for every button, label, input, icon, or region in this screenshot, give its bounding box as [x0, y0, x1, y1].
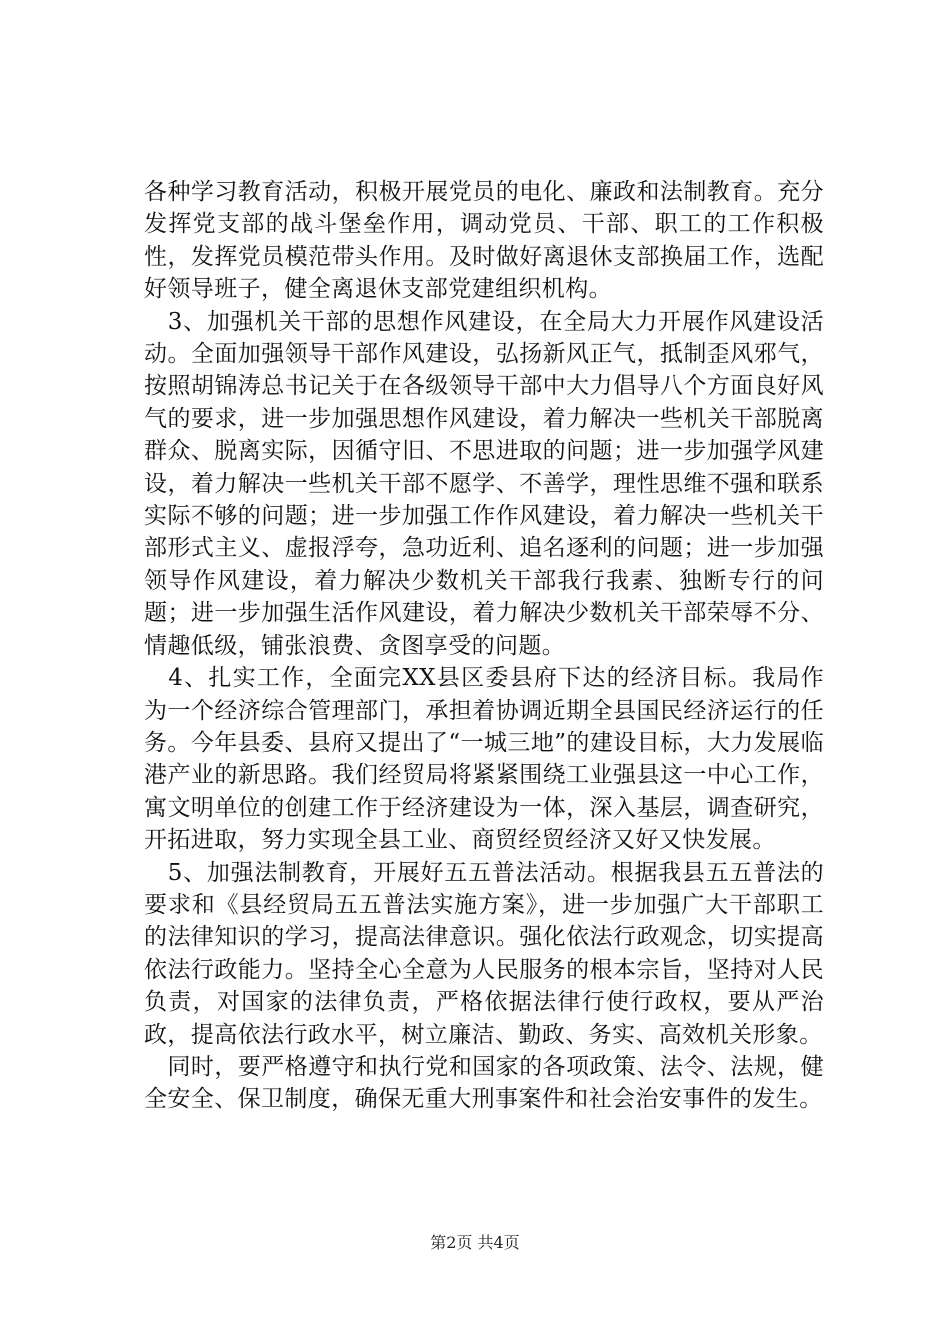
- paragraph-work-style: 3、加强机关干部的思想作风建设，在全局大力开展作风建设活动。全面加强领导干部作风建设，弘扬新风正气，抵制歪风邪气，按照胡锦涛总书记关于在各级领导干部中大力倡导八个方面良好风气的要求，进一步加强思想作风建设，着力解决一些机关干部脱离群众、脱离实际，因循守旧、不思进取的问题；进一步加强学风建设，着力解决一些机关干部不愿学、不善学，理性思维不强和联系实际不够的问题；进一步加强工作作风建设，着力解决一些机关干部形式主义、虚报浮夸，急功近利、追名逐利的问题；进一步加强领导作风建设，着力解决少数机关干部我行我素、独断专行的问题；进一步加强生活作风建设，着力解决少数机关干部荣辱不分、情趣低级，铺张浪费、贪图享受的问题。: [144, 308, 824, 659]
- page-number-footer: 第2页 共4页: [430, 1233, 520, 1252]
- paragraph-party-education: 各种学习教育活动，积极开展党员的电化、廉政和法制教育。充分发挥党支部的战斗堡垒作用，调动党员、干部、职工的工作积极性，发挥党员模范带头作用。及时做好离退休支部换届工作，选配好领导班子，健全离退休支部党建组织机构。: [144, 179, 824, 303]
- paragraph-compliance: 同时，要严格遵守和执行党和国家的各项政策、法令、法规，健全安全、保卫制度，确保无重大刑事案件和社会治安事件的发生。: [144, 1053, 824, 1113]
- paragraph-economic-goals: 4、扎实工作，全面完XX县区委县府下达的经济目标。我局作为一个经济综合管理部门，承担着协调近期全县国民经济运行的任务。今年县委、县府又提出了“一城三地”的建设目标，大力发展临港产业的新思路。我们经贸局将紧紧围绕工业强县这一中心工作，寓文明单位的创建工作于经济建设为一体，深入基层，调查研究，开拓进取，努力实现全县工业、商贸经贸经济又好又快发展。: [144, 665, 824, 854]
- document-body: [144, 176, 824, 1116]
- paragraph-legal-education: 5、加强法制教育，开展好五五普法活动。根据我县五五普法的要求和《县经贸局五五普法实施方案》，进一步加强广大干部职工的法律知识的学习，提高法律意识。强化依法行政观念，切实提高依法行政能力。坚持全心全意为人民服务的根本宗旨，坚持对人民负责，对国家的法律负责，严格依据法律行使行政权，要从严治政，提高依法行政水平，树立廉洁、勤政、务实、高效机关形象。: [144, 859, 824, 1048]
